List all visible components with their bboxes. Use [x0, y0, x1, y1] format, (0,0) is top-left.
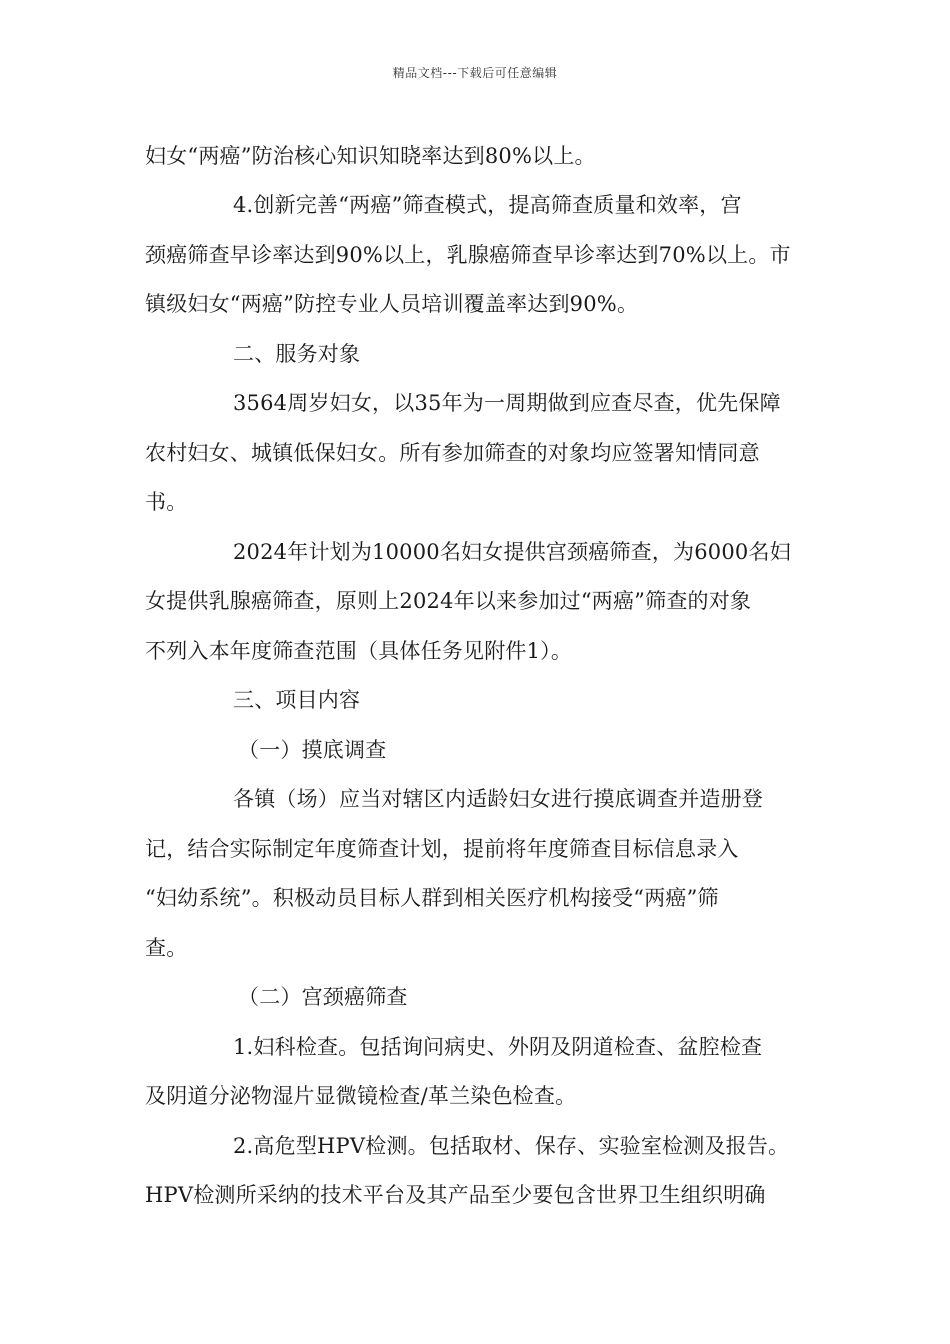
paragraph-line: 镇级妇女“两癌”防控专业人员培训覆盖率达到90%。 — [145, 292, 639, 316]
paragraph-line: 3564周岁妇女，以35年为一周期做到应查尽查，优先保障 — [233, 391, 781, 415]
paragraph-line: 农村妇女、城镇低保妇女。所有参加筛查的对象均应签署知情同意 — [145, 441, 760, 465]
paragraph-line: 查。 — [145, 936, 188, 960]
subsection-heading: （二）宫颈癌筛查 — [238, 985, 408, 1009]
paragraph-line: 及阴道分泌物湿片显微镜检查/革兰染色检查。 — [145, 1084, 577, 1108]
paragraph-line: 女提供乳腺癌筛查，原则上2024年以来参加过“两癌”筛查的对象 — [145, 589, 752, 613]
subsection-heading: （一）摸底调查 — [238, 738, 387, 762]
page-header: 精品文档---下载后可任意编辑 — [392, 66, 558, 80]
paragraph-line: 2.高危型HPV检测。包括取材、保存、实验室检测及报告。 — [233, 1134, 790, 1158]
paragraph-line: 记，结合实际制定年度筛查计划，提前将年度筛查目标信息录入 — [145, 837, 739, 861]
paragraph-line: 书。 — [145, 490, 188, 514]
paragraph-line: 1.妇科检查。包括询问病史、外阴及阴道检查、盆腔检查 — [233, 1035, 763, 1059]
paragraph-line: 2024年计划为10000名妇女提供宫颈癌筛查，为6000名妇 — [233, 540, 791, 564]
paragraph-line: HPV检测所采纳的技术平台及其产品至少要包含世界卫生组织明确 — [145, 1183, 766, 1207]
paragraph-line: “妇幼系统”。积极动员目标人群到相关医疗机构接受“两癌”筛 — [145, 886, 719, 910]
section-heading: 二、服务对象 — [233, 342, 361, 366]
paragraph-line: 不列入本年度筛查范围（具体任务见附件1）。 — [145, 639, 573, 663]
paragraph-line: 4.创新完善“两癌”筛查模式，提高筛查质量和效率，宫 — [233, 193, 742, 217]
paragraph-line: 颈癌筛查早诊率达到90%以上，乳腺癌筛查早诊率达到70%以上。市 — [145, 243, 791, 267]
paragraph-line: 各镇（场）应当对辖区内适龄妇女进行摸底调查并造册登 — [233, 787, 763, 811]
paragraph-line: 妇女“两癌”防治核心知识知晓率达到80%以上。 — [145, 144, 596, 168]
section-heading: 三、项目内容 — [233, 688, 361, 712]
